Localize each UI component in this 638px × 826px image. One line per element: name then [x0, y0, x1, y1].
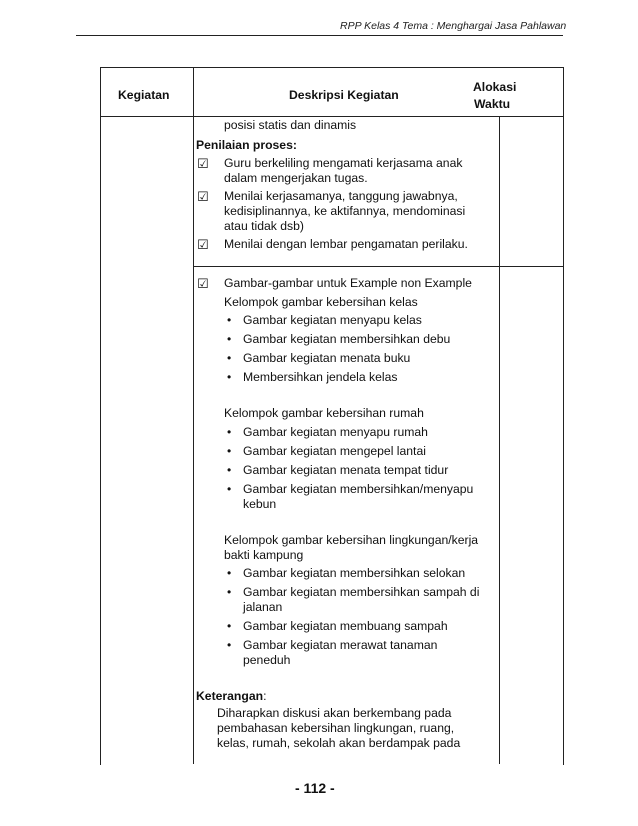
bullet-icon: • [227, 351, 232, 365]
group1-item: Gambar kegiatan membersihkan debu [243, 332, 451, 346]
bullet-icon: • [227, 463, 232, 477]
penilaian-item-2-line-3: atau tidak dsb) [224, 219, 304, 233]
group3-item: Gambar kegiatan membuang sampah [243, 619, 448, 633]
bullet-icon: • [227, 585, 232, 599]
page-number: - 112 - [295, 780, 335, 796]
keterangan-line-2: pembahasan kebersihan lingkungan, ruang, [217, 721, 455, 735]
bullet-icon: • [227, 566, 232, 580]
table-header-divider [100, 116, 563, 117]
group2-item: Gambar kegiatan menata tempat tidur [243, 463, 449, 477]
bullet-icon: • [227, 444, 232, 458]
header-deskripsi: Deskripsi Kegiatan [289, 88, 399, 102]
penilaian-item-1-line-1: Guru berkeliling mengamati kerjasama anak [224, 156, 463, 170]
keterangan-colon: : [263, 689, 267, 703]
checkbox-icon: ☑ [197, 189, 209, 204]
group2-item: Gambar kegiatan menyapu rumah [243, 425, 428, 439]
group2-item: Gambar kegiatan mengepel lantai [243, 444, 426, 458]
group1-title: Kelompok gambar kebersihan kelas [224, 295, 418, 309]
header-rule [76, 35, 563, 36]
bullet-icon: • [227, 638, 232, 652]
penilaian-item-1-line-2: dalam mengerjakan tugas. [224, 171, 368, 185]
penilaian-item-2-line-2: kedisiplinannya, ke aktifannya, mendominasi [224, 204, 466, 218]
checkbox-icon: ☑ [197, 237, 209, 252]
running-header: RPP Kelas 4 Tema : Menghargai Jasa Pahlawan [340, 20, 567, 32]
group3-title-line-2: bakti kampung [224, 548, 304, 562]
group1-item: Membersihkan jendela kelas [243, 370, 398, 384]
bullet-icon: • [227, 619, 232, 633]
column-divider-1 [193, 67, 194, 764]
group3-item: Gambar kegiatan merawat tanaman [243, 638, 438, 652]
group3-item: Gambar kegiatan membersihkan sampah di [243, 585, 480, 599]
keterangan-label [196, 689, 266, 704]
keterangan-line-3: kelas, rumah, sekolah akan berdampak pada [217, 736, 461, 750]
checkbox-icon: ☑ [197, 156, 209, 171]
group3-item: Gambar kegiatan membersihkan selokan [243, 566, 466, 580]
group2-item: Gambar kegiatan membersihkan/menyapu [243, 482, 474, 496]
header-alokasi: Alokasi [473, 80, 517, 94]
bullet-icon: • [227, 332, 232, 346]
penilaian-item-3: Menilai dengan lembar pengamatan perilaku. [224, 237, 468, 251]
checkbox-icon: ☑ [197, 276, 209, 291]
bullet-icon: • [227, 370, 232, 384]
keterangan-label-text: Keterangan [196, 689, 264, 703]
header-waktu: Waktu [474, 97, 511, 111]
table-section-divider [193, 266, 563, 267]
keterangan-line-1: Diharapkan diskusi akan berkembang pada [217, 706, 452, 720]
bullet-icon: • [227, 425, 232, 439]
group1-item: Gambar kegiatan menata buku [243, 351, 411, 365]
bullet-icon: • [227, 482, 232, 496]
penilaian-title: Penilaian proses: [196, 138, 297, 152]
column-divider-2 [499, 116, 500, 764]
group3-item-cont: peneduh [243, 653, 291, 667]
penilaian-item-2-line-1: Menilai kerjasamanya, tanggung jawabnya, [224, 189, 458, 203]
group2-title: Kelompok gambar kebersihan rumah [224, 406, 424, 420]
media-check-item: Gambar-gambar untuk Example non Example [224, 276, 472, 290]
bullet-icon: • [227, 313, 232, 327]
header-kegiatan: Kegiatan [118, 88, 170, 102]
group3-item-cont: jalanan [243, 600, 283, 614]
group2-item-cont: kebun [243, 497, 277, 511]
group3-title-line-1: Kelompok gambar kebersihan lingkungan/kerja [224, 533, 479, 547]
group1-item: Gambar kegiatan menyapu kelas [243, 313, 422, 327]
top-line: posisi statis dan dinamis [224, 118, 357, 132]
